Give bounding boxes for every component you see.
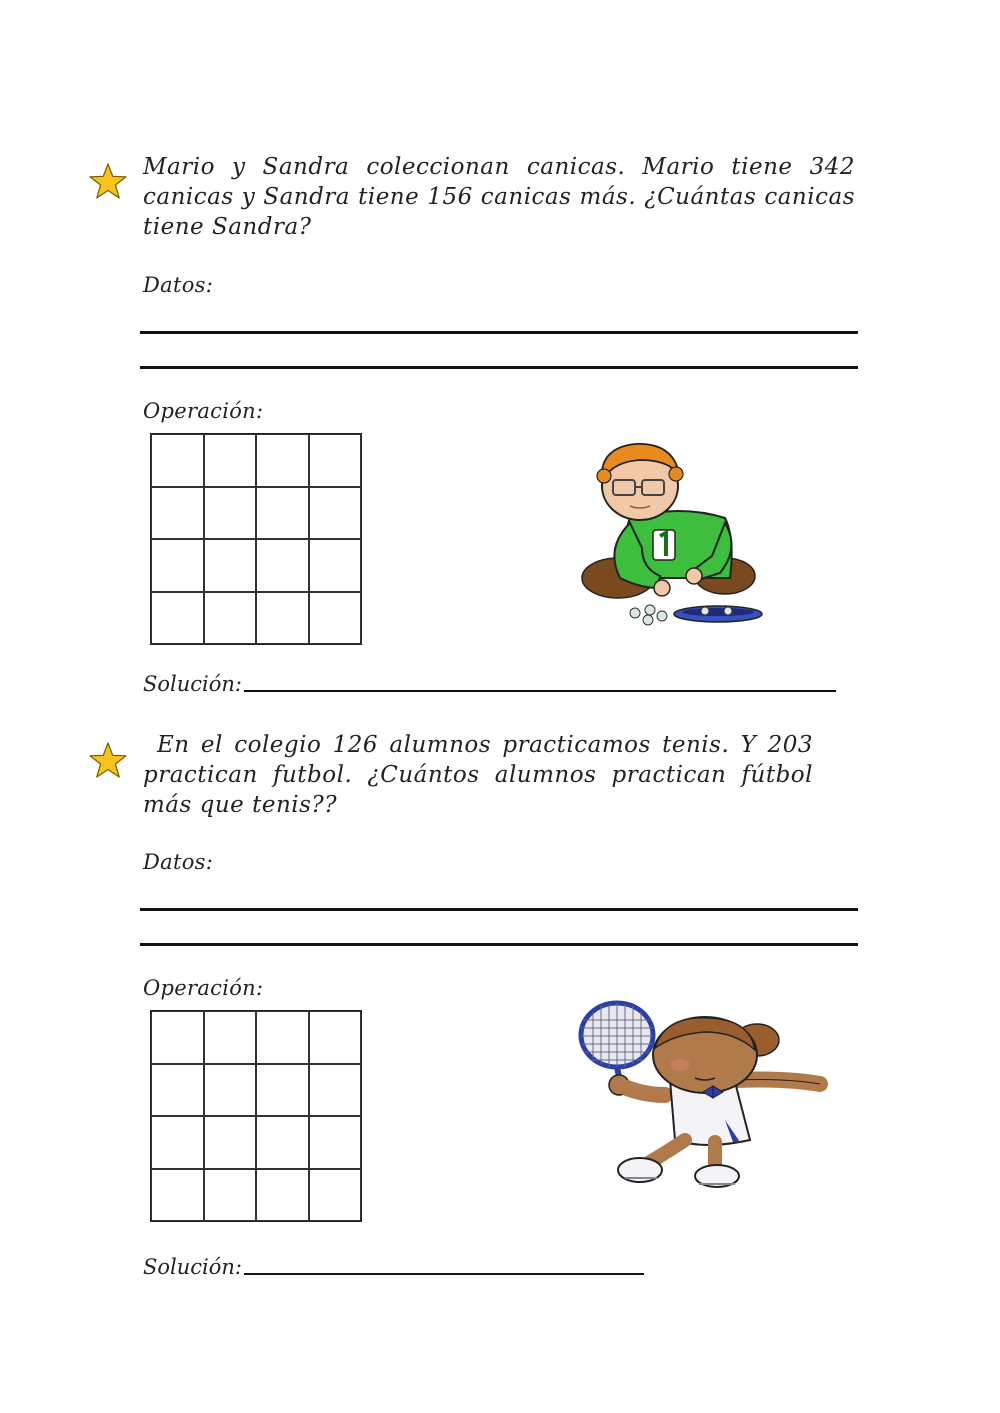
solucion-label: Solución: [143, 1255, 242, 1279]
grid-cell[interactable] [151, 592, 204, 645]
grid-cell[interactable] [256, 1116, 309, 1169]
grid-cell[interactable] [204, 1116, 257, 1169]
grid-cell[interactable] [309, 1169, 362, 1222]
datos-answer-line-2[interactable] [140, 366, 858, 369]
grid-cell[interactable] [309, 487, 362, 540]
grid-cell[interactable] [204, 487, 257, 540]
grid-cell[interactable] [204, 1169, 257, 1222]
datos-answer-line-1[interactable] [140, 331, 858, 334]
grid-cell[interactable] [151, 539, 204, 592]
grid-cell[interactable] [309, 592, 362, 645]
grid-cell[interactable] [151, 487, 204, 540]
datos-answer-line-1[interactable] [140, 908, 858, 911]
grid-cell[interactable] [256, 592, 309, 645]
grid-cell[interactable] [151, 1064, 204, 1117]
boy-marbles-illustration [580, 438, 780, 628]
grid-cell[interactable] [309, 1064, 362, 1117]
operation-grid[interactable] [150, 1010, 362, 1222]
grid-cell[interactable] [309, 1011, 362, 1064]
operacion-label: Operación: [143, 976, 264, 1000]
grid-cell[interactable] [204, 1064, 257, 1117]
grid-cell[interactable] [151, 1169, 204, 1222]
grid-cell[interactable] [204, 434, 257, 487]
datos-answer-line-2[interactable] [140, 943, 858, 946]
grid-cell[interactable] [256, 539, 309, 592]
grid-cell[interactable] [256, 487, 309, 540]
solucion-answer-line[interactable] [244, 1273, 644, 1275]
operation-grid[interactable] [150, 433, 362, 645]
grid-cell[interactable] [256, 1064, 309, 1117]
operacion-label: Operación: [143, 399, 264, 423]
problem-2-text: En el colegio 126 alumnos practicamos tenis. Y 203 practican futbol. ¿Cuántos alumnos practican fútbol más que tenis?? [143, 732, 813, 818]
grid-cell[interactable] [256, 1169, 309, 1222]
grid-cell[interactable] [204, 539, 257, 592]
girl-tennis-illustration [575, 1000, 830, 1190]
grid-cell[interactable] [309, 1116, 362, 1169]
grid-cell[interactable] [256, 1011, 309, 1064]
datos-label: Datos: [143, 850, 214, 874]
grid-cell[interactable] [204, 592, 257, 645]
star-icon [88, 741, 128, 781]
problem-1-text: Mario y Sandra coleccionan canicas. Mario tiene 342 canicas y Sandra tiene 156 canicas más. ¿Cuántas canicas tiene Sandra? [143, 154, 855, 240]
grid-cell[interactable] [309, 434, 362, 487]
grid-cell[interactable] [256, 434, 309, 487]
solucion-label: Solución: [143, 672, 242, 696]
grid-cell[interactable] [309, 539, 362, 592]
solucion-row [143, 1255, 644, 1279]
solucion-answer-line[interactable] [244, 690, 836, 692]
datos-label: Datos: [143, 273, 214, 297]
grid-cell[interactable] [151, 1011, 204, 1064]
grid-cell[interactable] [204, 1011, 257, 1064]
grid-cell[interactable] [151, 434, 204, 487]
grid-cell[interactable] [151, 1116, 204, 1169]
star-icon [88, 162, 128, 202]
solucion-row [143, 672, 836, 696]
